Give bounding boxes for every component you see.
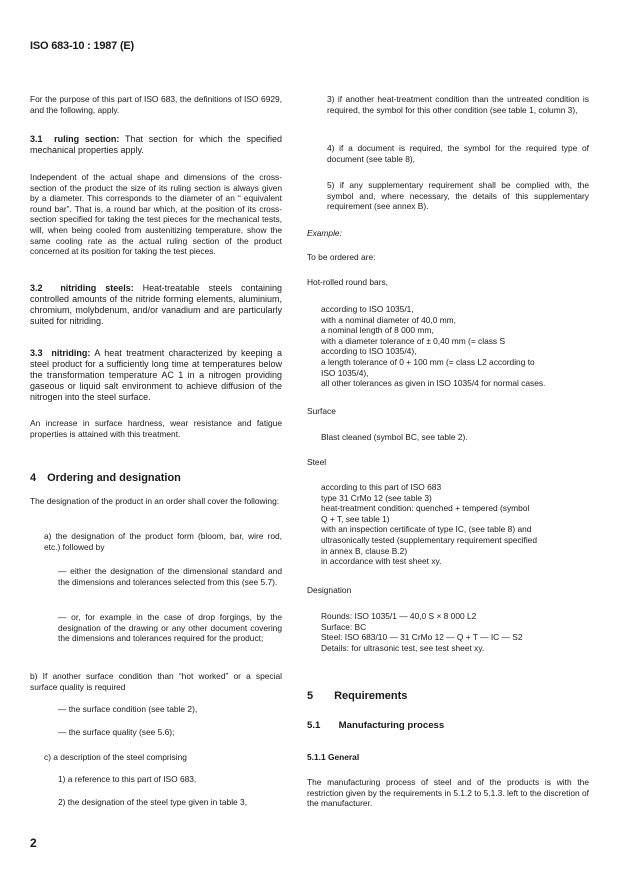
steel-spec-line: type 31 CrMo 12 (see table 3) (321, 492, 432, 503)
surface-label: Surface (307, 406, 336, 416)
increase-paragraph: An increase in surface hardness, wear resistance and fatigue properties is attained with this treatment. (30, 418, 282, 439)
designation-line: Details: for ultrasonic test, see test sheet xy. (321, 642, 485, 653)
steel-label: Steel (307, 457, 327, 467)
list-item-a-dash-1: — either the designation of the dimensional standard and the dimensions and tolerances selected from this (see 5.7). (58, 566, 282, 587)
section-number: 5 (307, 690, 314, 702)
section-5-1-1-heading: 5.1.1 General (307, 752, 360, 762)
section-number: 5.1 (307, 720, 321, 731)
section-3-1 (30, 134, 282, 156)
term-ruling-section: ruling section: (54, 134, 120, 144)
section-5-1-heading (307, 721, 589, 732)
bars-spec-line: a nominal length of 8 000 mm, (321, 325, 434, 336)
bars-spec-line: with a nominal diameter of 40,0 mm, (321, 314, 456, 325)
section-number: 4 (30, 472, 37, 484)
section-4-heading (30, 472, 282, 485)
ruling-section-paragraph: Independent of the actual shape and dimensions of the cross-section of the product the size of its ruling section is always given by a diameter. This corresponds to the diameter of an “ equivalent round bar”. That is, a round bar which, at the position of its cross-section specified for taking the test pieces for the mechanical tests, will, when being cooled from austenitizing temperature, show the same cooling rate as the actual ruling section of the product concerned at its position for taking the test pieces. (30, 172, 282, 257)
section-number: 3.1 (30, 134, 43, 144)
definition-text: A heat treatment characterized by keeping a steel product for a sufficiently long time at temperatures below the transformation temperature AC 1 in a nitrogen providing gaseous or liquid salt environment to achieve diffusion of the nitrogen into the steel surface. (30, 348, 282, 402)
steel-spec-line: heat-treatment condition: quenched + tempered (symbol (321, 503, 530, 514)
ordering-intro: The designation of the product in an order shall cover the following: (30, 496, 280, 506)
list-item-a: a) the designation of the product form (bloom, bar, wire rod, etc.) followed by (44, 531, 282, 552)
section-title: Manufacturing process (338, 720, 445, 731)
surface-text: Blast cleaned (symbol BC, see table 2). (321, 432, 468, 442)
page-number: 2 (30, 836, 37, 850)
definition-text: Heat-treatable steels containing controlled amounts of the nitride forming elements, aluminium, chromium, molybdenum, and/or vanadium and are particularly suited for nitriding. (30, 283, 282, 326)
designation-line: Rounds: ISO 1035/1 — 40,0 S × 8 000 L2 (321, 611, 477, 621)
section-number: 3.2 (30, 283, 43, 293)
designation-line: Surface: BC (321, 621, 367, 632)
page-header: ISO 683-10 : 1987 (E) (30, 40, 135, 52)
bars-spec-line: a length tolerance of 0 + 100 mm (= class L2 according to (321, 356, 535, 367)
steel-spec-line: Q + T, see table 1) (321, 513, 390, 524)
bars-spec-line: according to ISO 1035/1, (321, 304, 414, 314)
list-item-b-dash-2: — the surface quality (see 5.6); (58, 727, 175, 737)
section-title: Ordering and designation (47, 472, 181, 484)
list-item-b-dash-1: — the surface condition (see table 2), (58, 704, 198, 714)
definition-text: That section for which the specified mechanical properties apply. (30, 134, 282, 155)
designation-block (321, 611, 589, 653)
designation-line: Steel: ISO 683/10 — 31 CrMo 12 — Q + T — IC — S2 (321, 632, 523, 643)
steel-spec-line: with an inspection certificate of type IC, (see table 8) and (321, 524, 532, 535)
term-nitriding-steels: nitriding steels: (60, 283, 134, 293)
section-5-heading (307, 690, 589, 703)
section-3-3 (30, 348, 282, 403)
to-be-ordered: To be ordered are: (307, 252, 376, 262)
steel-spec-line: in annex B, clause B.2) (321, 545, 408, 556)
steel-spec-block (321, 482, 589, 567)
general-paragraph: The manufacturing process of steel and of the products is with the restriction given by the requirements in 5.1.2 to 5.1.3. left to the discretion of the manufacturer. (307, 777, 589, 809)
list-item-c-5: 5) if any supplementary requirement shall be complied with, the symbol and, where necessary, the details of this supplementary requirement (see annex B). (327, 180, 589, 212)
steel-spec-line: ultrasonically tested (supplementary requirement specified (321, 534, 537, 545)
bars-spec-block (321, 304, 589, 389)
steel-spec-line: according to this part of ISO 683 (321, 482, 442, 492)
hot-rolled-label: Hot-rolled round bars, (307, 277, 388, 287)
term-nitriding: nitriding: (51, 348, 91, 358)
section-number: 3.3 (30, 348, 43, 358)
list-item-c-4: 4) if a document is required, the symbol for the required type of document (see table 8), (327, 143, 589, 164)
designation-label: Designation (307, 585, 352, 595)
example-label: Example: (307, 228, 342, 238)
bars-spec-line: according to ISO 1035/4), (321, 346, 417, 357)
definitions-intro: For the purpose of this part of ISO 683, the definitions of ISO 6929, and the following, apply. (30, 94, 282, 115)
list-item-a-dash-2: — or, for example in the case of drop forgings, by the designation of the drawing or any other document covering the dimensions and tolerances required for the product; (58, 612, 282, 644)
bars-spec-line: ISO 1035/4), (321, 367, 369, 378)
bars-spec-line: all other tolerances as given in ISO 1035/4 for normal cases. (321, 378, 546, 389)
list-item-c: c) a description of the steel comprising (44, 752, 187, 762)
steel-spec-line: in accordance with test sheet xy. (321, 556, 442, 567)
list-item-c-3: 3) if another heat-treatment condition than the untreated condition is required, the symbol for this other condition (see table 1, column 3), (327, 94, 589, 115)
section-3-2 (30, 283, 282, 327)
list-item-b: b) If another surface condition than “hot worked” or a special surface quality is required (30, 671, 282, 692)
list-item-c-1: 1) a reference to this part of ISO 683, (58, 774, 197, 784)
section-title: Requirements (334, 690, 408, 702)
bars-spec-line: with a diameter tolerance of ± 0,40 mm (= class S (321, 335, 506, 346)
list-item-c-2: 2) the designation of the steel type given in table 3, (58, 797, 248, 807)
